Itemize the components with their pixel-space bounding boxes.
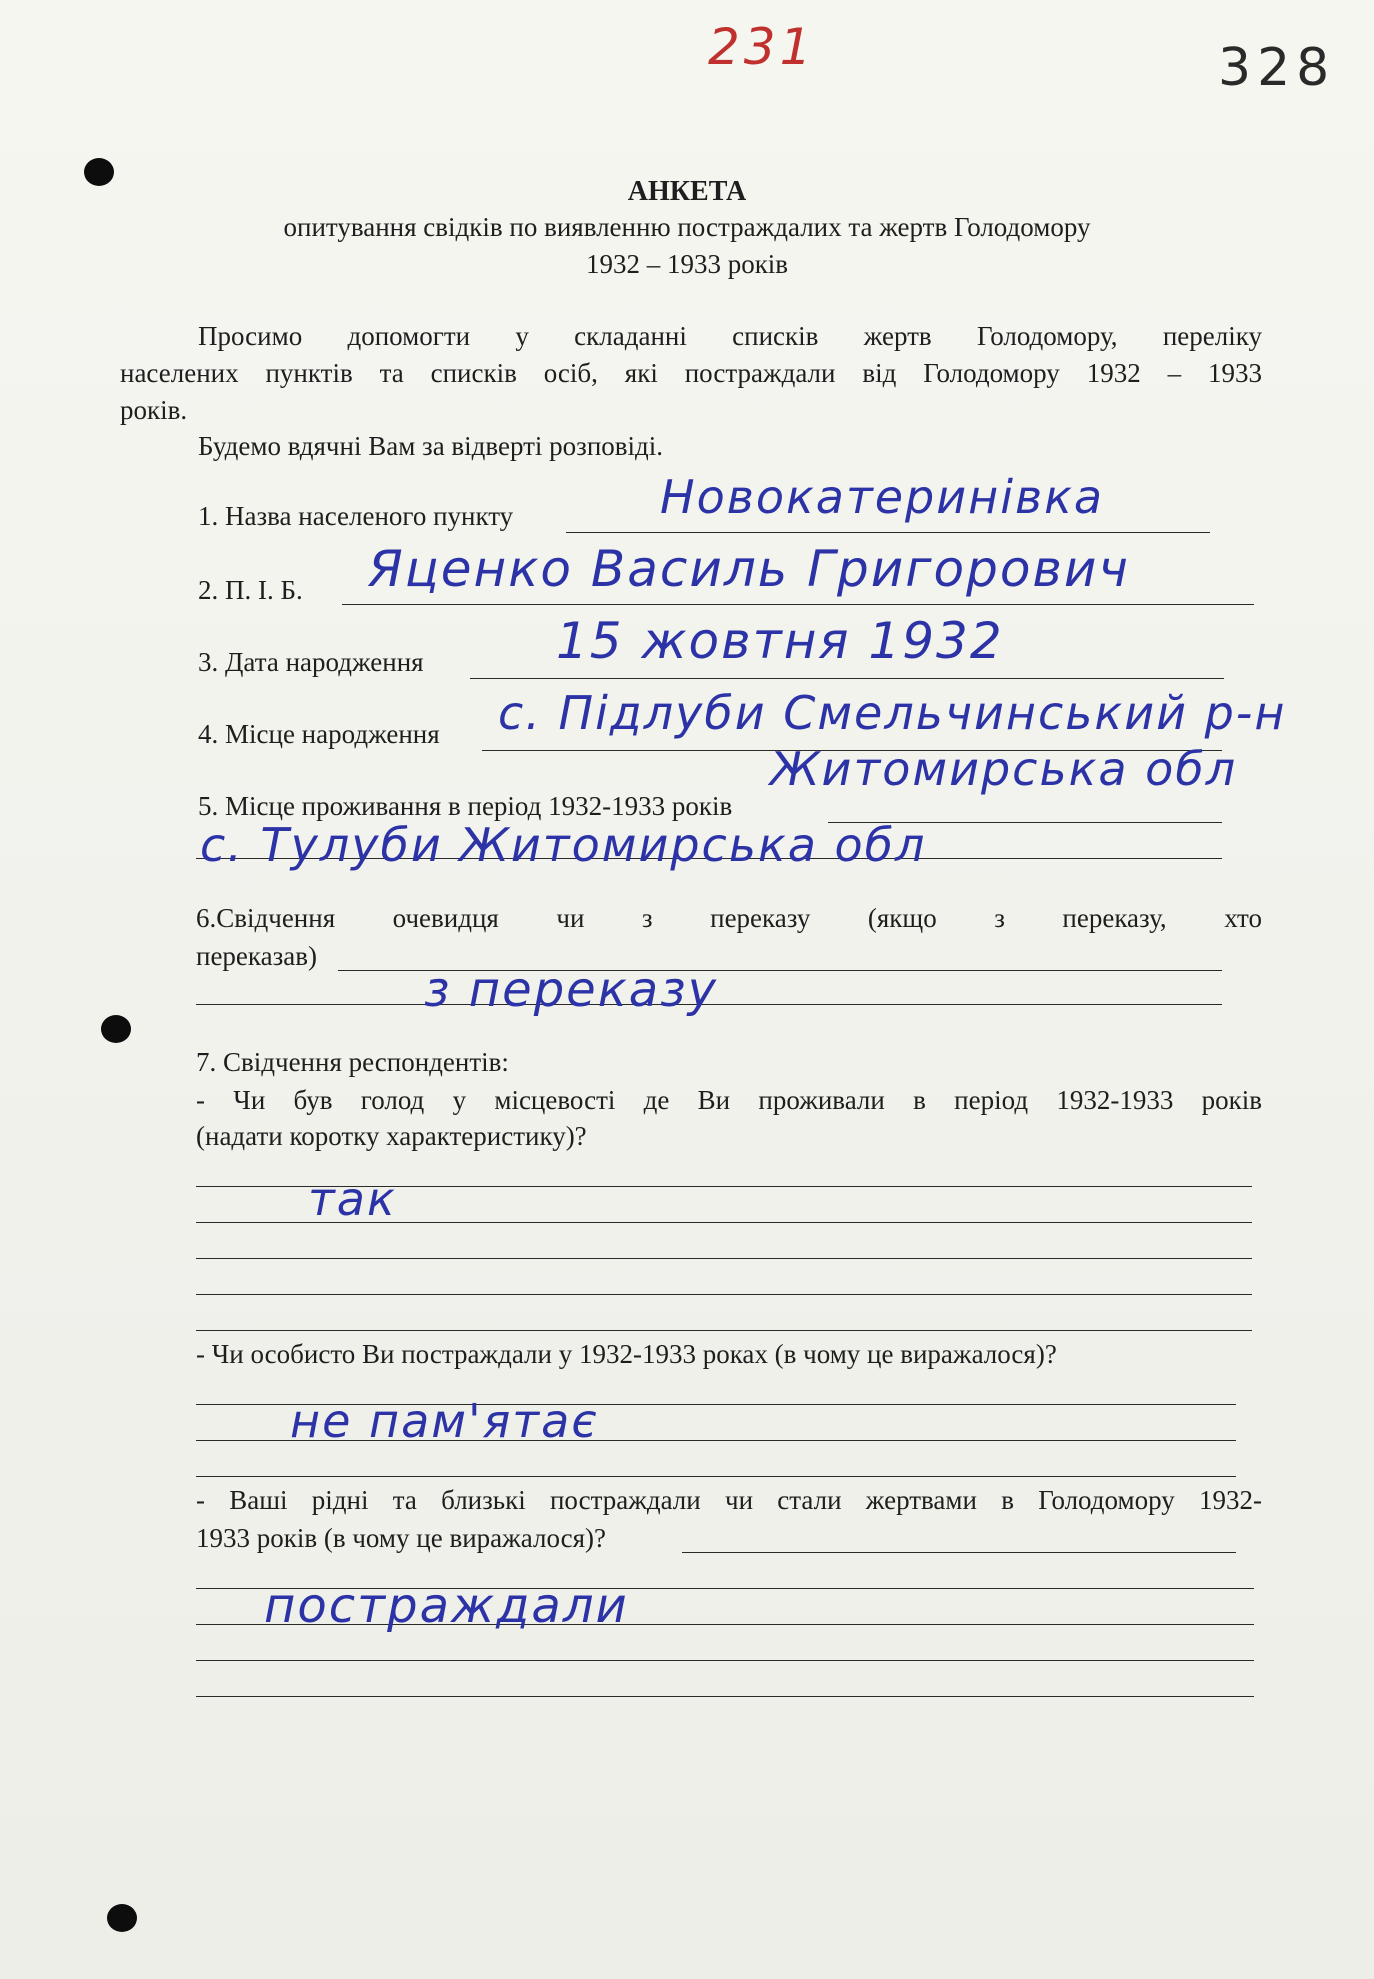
answer-2-line-3 xyxy=(196,1476,1236,1477)
question-3-line-1: - Ваші рідні та близькі постраждали чи стали жертвами в Голодомору 1932- xyxy=(196,1485,1262,1515)
answer-1-line-3 xyxy=(196,1258,1252,1259)
source-value: з переказу xyxy=(424,962,719,1018)
full-name-underline xyxy=(342,604,1254,605)
answer-1-line-4 xyxy=(196,1294,1252,1295)
answer-1-value: так xyxy=(308,1172,397,1226)
full-name-value: Яценко Василь Григорович xyxy=(368,540,1130,598)
archive-number-red: 231 xyxy=(708,18,816,76)
birth-date-label: 3. Дата народження xyxy=(198,647,424,677)
residence-value: с. Тулуби Житомирська обл xyxy=(200,818,927,872)
intro-thanks: Будемо вдячні Вам за відверті розповіді. xyxy=(198,431,664,461)
question-1-line-1: - Чи був голод у місцевості де Ви проживали в період 1932-1933 років xyxy=(196,1085,1262,1115)
section-7-title: 7. Свідчення респондентів: xyxy=(196,1047,509,1077)
question-3-line-2: 1933 років (в чому це виражалося)? xyxy=(196,1523,607,1553)
answer-1-line-5 xyxy=(196,1330,1252,1331)
full-name-label: 2. П. І. Б. xyxy=(198,575,303,605)
answer-3-line-3 xyxy=(196,1660,1254,1661)
answer-3-value: постраждали xyxy=(264,1578,629,1634)
source-label-line-2: переказав) xyxy=(196,941,317,971)
settlement-label: 1. Назва населеного пункту xyxy=(198,501,514,531)
residence-label: 5. Місце проживання в період 1932-1933 років xyxy=(198,791,733,821)
form-years: 1932 – 1933 років xyxy=(585,249,789,279)
intro-line-2: населених пунктів та списків осіб, які постраждали від Голодомору 1932 – 1933 xyxy=(120,358,1262,388)
page-number: 328 xyxy=(1218,38,1336,98)
answer-2-value: не пам'ятає xyxy=(290,1394,599,1448)
question-1-line-2: (надати коротку характеристику)? xyxy=(196,1121,587,1151)
answer-3-line-0 xyxy=(682,1552,1236,1553)
punch-hole-bottom xyxy=(107,1904,137,1932)
form-subtitle: опитування свідків по виявленню постраждалих та жертв Голодомору xyxy=(283,212,1091,242)
form-title: АНКЕТА xyxy=(627,176,747,207)
birth-place-value-line-2: Житомирська обл xyxy=(770,742,1238,796)
birth-place-value-line-1: с. Підлуби Смельчинський р-н xyxy=(498,686,1287,740)
answer-3-line-4 xyxy=(196,1696,1254,1697)
question-2: - Чи особисто Ви постраждали у 1932-1933 роках (в чому це виражалося)? xyxy=(196,1339,1057,1369)
birth-date-underline xyxy=(470,678,1224,679)
settlement-underline xyxy=(566,532,1210,533)
intro-line-3: років. xyxy=(120,395,188,425)
intro-line-1: Просимо допомогти у складанні списків жертв Голодомору, переліку xyxy=(198,321,1262,351)
source-label-line-1: 6.Свідчення очевидця чи з переказу (якщо з переказу, хто xyxy=(196,903,1262,933)
birth-place-label: 4. Місце народження xyxy=(198,719,440,749)
settlement-value: Новокатеринівка xyxy=(660,470,1105,524)
birth-date-value: 15 жовтня 1932 xyxy=(556,612,1004,670)
punch-hole-middle xyxy=(101,1015,131,1043)
